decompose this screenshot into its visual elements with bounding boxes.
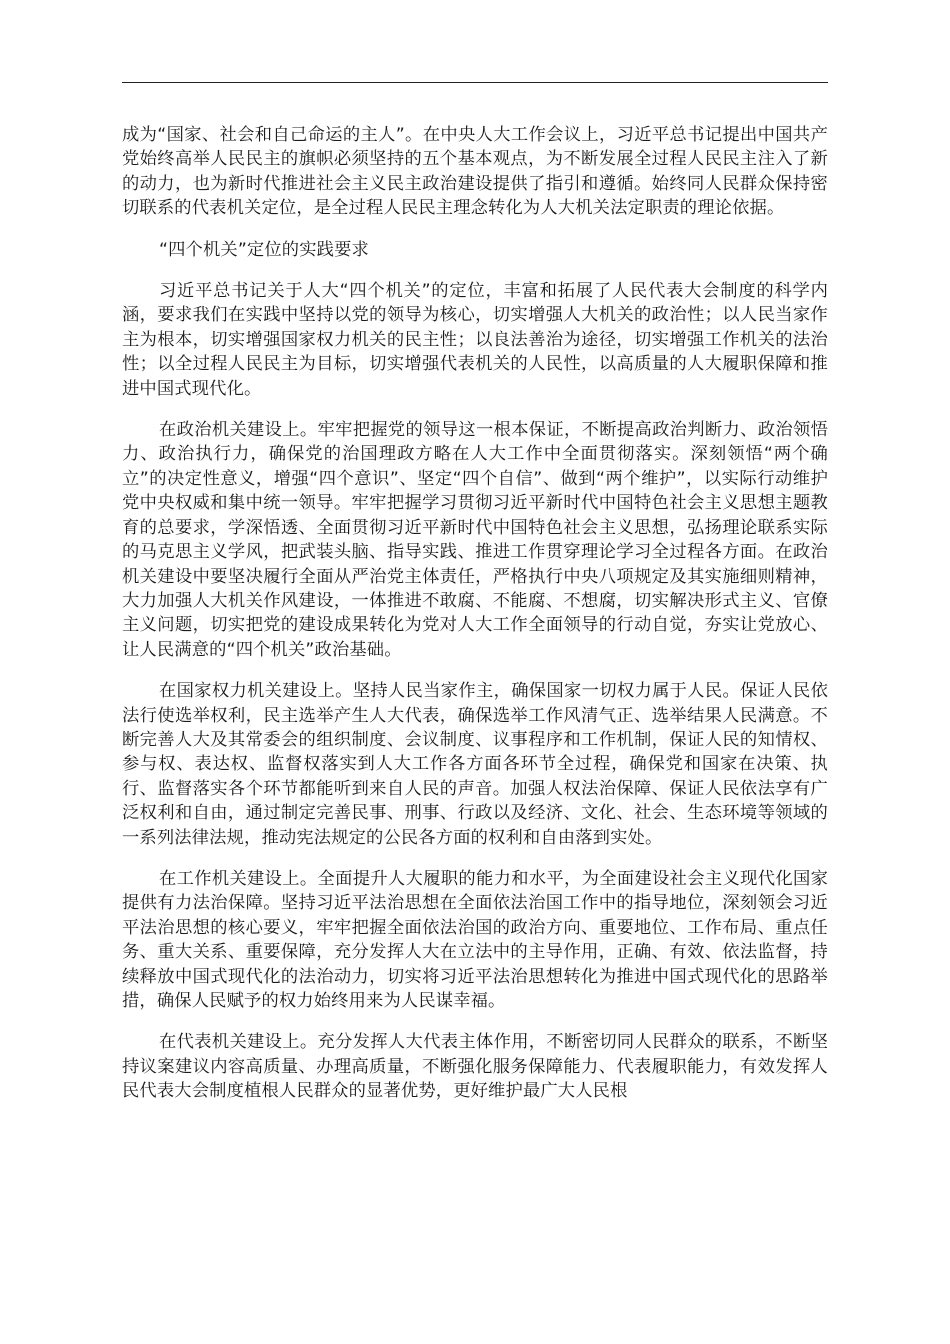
- paragraph-state-power-organ: 在国家权力机关建设上。坚持人民当家作主，确保国家一切权力属于人民。保证人民依法行使选举权利，民主选举产生人大代表，确保选举工作风清气正、选举结果人民满意。不断完善人大及其常委会的组织制度、会议制度、议事程序和工作机制，保证人民的知情权、参与权、表达权、监督权落实到人大工作各方面各环节全过程，确保党和国家在决策、执行、监督落实各个环节都能听到来自人民的声音。加强人权法治保障、保证人民依法享有广泛权利和自由，通过制定完善民事、刑事、行政以及经济、文化、社会、生态环境等领域的一系列法律法规，推动宪法规定的公民各方面的权利和自由落到实处。: [122, 681, 828, 848]
- paragraph-continuation: 成为“国家、社会和自己命运的主人”。在中央人大工作会议上，习近平总书记提出中国共产党始终高举人民民主的旗帜必须坚持的五个基本观点，为不断发展全过程人民民主注入了新的动力，也为新时代推进社会主义民主政治建设提供了指引和遵循。始终同人民群众保持密切联系的代表机关定位，是全过程人民民主理念转化为人大机关法定职责的理论依据。: [122, 125, 828, 219]
- header-rule: [122, 82, 828, 83]
- paragraph-four-organs-overview: 习近平总书记关于人大“四个机关”的定位，丰富和拓展了人民代表大会制度的科学内涵，要求我们在实践中坚持以党的领导为核心，切实增强人大机关的政治性；以人民当家作主为根本，切实增强国家权力机关的民主性；以良法善治为途径，切实增强工作机关的法治性；以全过程人民民主为目标，切实增强代表机关的人民性，以高质量的人大履职保障和推进中国式现代化。: [122, 281, 828, 399]
- paragraph-working-organ: 在工作机关建设上。全面提升人大履职的能力和水平，为全面建设社会主义现代化国家提供有力法治保障。坚持习近平法治思想在全面依法治国工作中的指导地位，深刻领会习近平法治思想的核心要义，牢牢把握全面依法治国的政治方向、重要地位、工作布局、重点任务、重大关系、重要保障，充分发挥人大在立法中的主导作用，正确、有效、依法监督，持续释放中国式现代化的法治动力，切实将习近平法治思想转化为推进中国式现代化的思路举措，确保人民赋予的权力始终用来为人民谋幸福。: [122, 868, 828, 1011]
- document-body: [122, 123, 828, 1104]
- section-heading: “四个机关”定位的实践要求: [159, 239, 369, 260]
- paragraph-political-organ: 在政治机关建设上。牢牢把握党的领导这一根本保证，不断提高政治判断力、政治领悟力、政治执行力，确保党的治国理政方略在人大工作中全面贯彻落实。深刻领悟“两个确立”的决定性意义，增强“四个意识”、坚定“四个自信”、做到“两个维护”，以实际行动维护党中央权威和集中统一领导。牢牢把握学习贯彻习近平新时代中国特色社会主义思想主题教育的总要求，学深悟透、全面贯彻习近平新时代中国特色社会主义思想，弘扬理论联系实际的马克思主义学风，把武装头脑、指导实践、推进工作贯穿理论学习全过程各方面。在政治机关建设中要坚决履行全面从严治党主体责任，严格执行中央八项规定及其实施细则精神，大力加强人大机关作风建设，一体推进不敢腐、不能腐、不想腐，切实解决形式主义、官僚主义问题，切实把党的建设成果转化为党对人大工作全面领导的行动自觉，夯实让党放心、让人民满意的“四个机关”政治基础。: [122, 420, 828, 660]
- paragraph-representative-organ: 在代表机关建设上。充分发挥人大代表主体作用，不断密切同人民群众的联系，不断坚持议案建议内容高质量、办理高质量，不断强化服务保障能力、代表履职能力，有效发挥人民代表大会制度植根人民群众的显著优势，更好维护最广大人民根: [122, 1032, 828, 1102]
